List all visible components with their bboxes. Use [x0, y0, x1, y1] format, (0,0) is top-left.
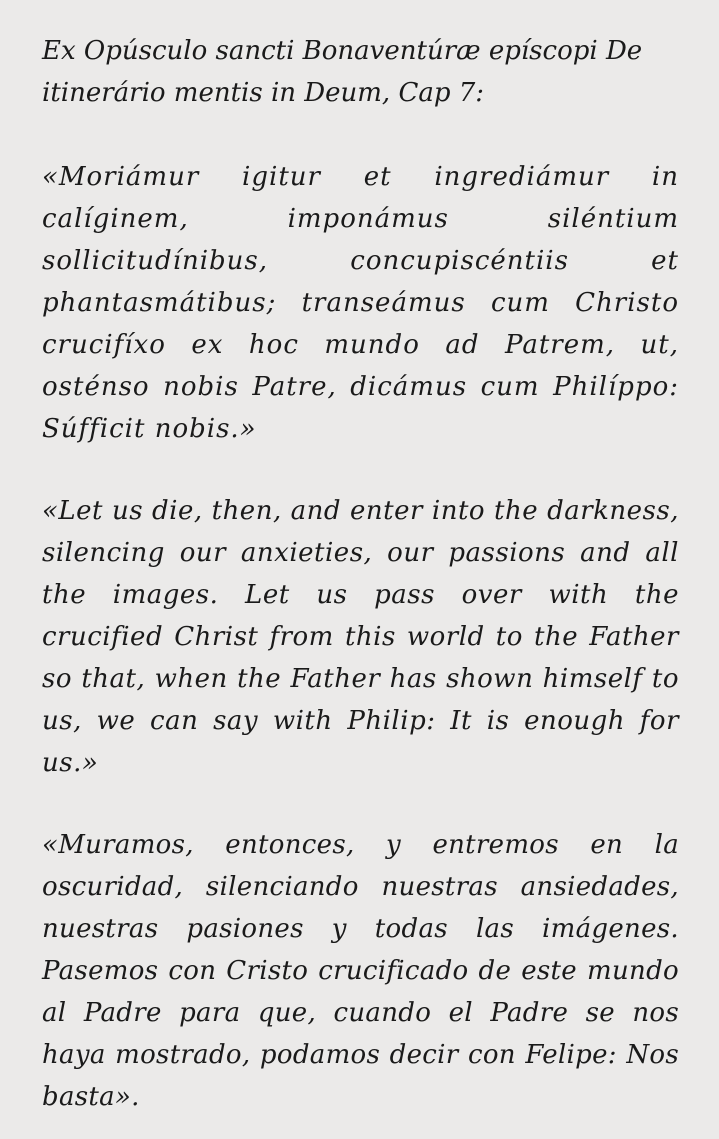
latin-paragraph: «Moriámur igitur et ingrediámur in calíginem, imponámus siléntium sollicitudínibus, concupiscéntiis et phantasmátibus; transeámus cum Christo crucifíxo ex hoc mundo ad Patrem, ut, osténso nobis Patre, dicámus cum Philíppo: Súfficit nobis.»	[42, 162, 679, 444]
english-paragraph: «Let us die, then, and enter into the darkness, silencing our anxieties, our passions and all the images. Let us pass over with the crucified Christ from this world to the Father so that, when the Father has shown himself to us, we can say with Philip: It is enough for us.»	[42, 496, 679, 778]
spanish-paragraph: «Muramos, entonces, y entremos en la oscuridad, silenciando nuestras ansiedades, nuestras pasiones y todas las imágenes. Pasemos con Cristo crucificado de este mundo al Padre para que, cuando el Padre se nos haya mostrado, podamos decir con Felipe: Nos basta».	[42, 830, 679, 1112]
source-heading: Ex Opúsculo sancti Bonaventúræ epíscopi De itinerário mentis in Deum, Cap 7:	[42, 36, 643, 108]
